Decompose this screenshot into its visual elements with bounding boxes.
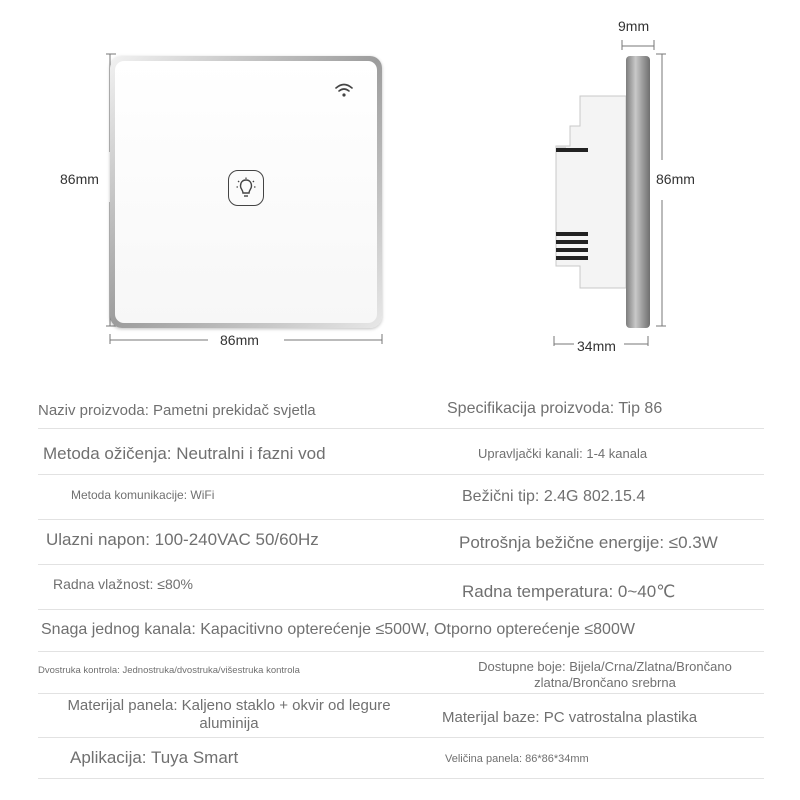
row-divider — [38, 519, 764, 520]
spec-panel-size: Veličina panela: 86*86*34mm — [445, 753, 589, 765]
spec-panel-material: Materijal panela: Kaljeno staklo + okvir od legure aluminija — [67, 697, 391, 732]
row-divider — [38, 609, 764, 610]
spec-product-name: Naziv proizvoda: Pametni prekidač svjetla — [38, 402, 316, 419]
spec-input-voltage: Ulazni napon: 100-240VAC 50/60Hz — [46, 530, 319, 549]
spec-colors: Dostupne boje: Bijela/Crna/Zlatna/Brončano zlatna/Brončano srebrna — [478, 659, 732, 690]
front-width-label: 86mm — [220, 332, 259, 348]
switch-base-body — [548, 56, 630, 328]
side-height-bracket — [652, 52, 672, 332]
spec-wireless-type: Bežični tip: 2.4G 802.15.4 — [462, 488, 646, 505]
spec-temperature: Radna temperatura: 0~40℃ — [462, 582, 676, 601]
touch-button[interactable] — [228, 170, 264, 206]
row-divider — [38, 564, 764, 565]
spec-app: Aplikacija: Tuya Smart — [70, 748, 239, 767]
spec-channel-power: Snaga jednog kanala: Kapacitivno opterećenje ≤500W, Otporno opterećenje ≤800W — [41, 621, 635, 638]
spec-wiring: Metoda ožičenja: Neutralni i fazni vod — [43, 444, 326, 463]
spec-communication: Metoda komunikacije: WiFi — [71, 488, 215, 502]
spec-channels: Upravljački kanali: 1-4 kanala — [478, 446, 648, 461]
spec-specification: Specifikacija proizvoda: Tip 86 — [447, 400, 663, 417]
light-bulb-icon — [236, 177, 256, 199]
spec-humidity: Radna vlažnost: ≤80% — [53, 576, 193, 592]
side-height-label: 86mm — [656, 171, 695, 187]
front-height-label: 86mm — [60, 171, 99, 187]
switch-panel — [110, 56, 382, 328]
row-divider — [38, 651, 764, 652]
spec-dual-control: Dvostruka kontrola: Jednostruka/dvostruka/višestruka kontrola — [38, 665, 300, 676]
row-divider — [38, 737, 764, 738]
wifi-icon — [334, 82, 354, 98]
row-divider — [38, 778, 764, 779]
spec-base-material: Materijal baze: PC vatrostalna plastika — [442, 709, 698, 726]
side-thickness-label: 9mm — [618, 18, 650, 34]
row-divider — [38, 693, 764, 694]
panel-side-edge — [626, 56, 650, 328]
side-depth-label: 34mm — [577, 338, 616, 354]
row-divider — [38, 474, 764, 475]
row-divider — [38, 428, 764, 429]
spec-wireless-power: Potrošnja bežične energije: ≤0.3W — [459, 533, 718, 552]
